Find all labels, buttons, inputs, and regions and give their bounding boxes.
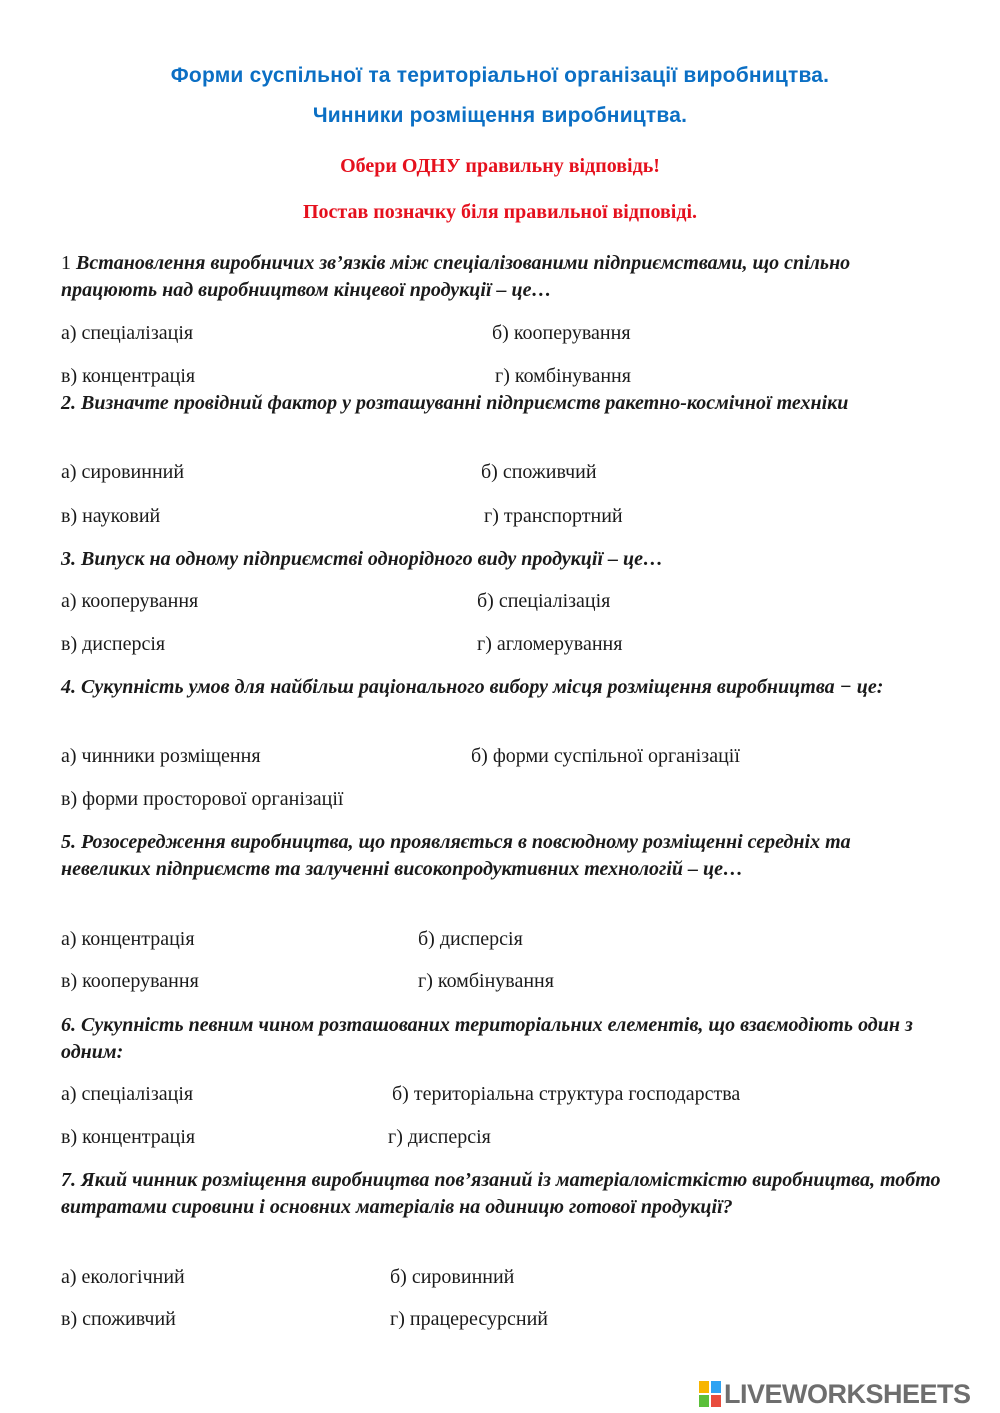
question-7: 7. Який чинник розміщення виробництва пов’язаний із матеріаломісткістю виробництва, тобто витратами сировини і основних матеріалів на одиницю готової продукції? xyxy=(61,1169,941,1218)
q2-option-a[interactable]: а) сировинний xyxy=(61,461,185,483)
liveworksheets-logo-icon xyxy=(699,1381,721,1407)
q6-option-b[interactable]: б) територіальна структура господарства xyxy=(392,1083,741,1105)
q7-option-a[interactable]: а) екологічний xyxy=(61,1266,185,1288)
q4-option-a[interactable]: а) чинники розміщення xyxy=(61,745,261,767)
q6-option-v[interactable]: в) концентрація xyxy=(61,1126,196,1148)
q2-option-v[interactable]: в) науковий xyxy=(61,505,161,527)
question-4: 4. Сукупність умов для найбільш раціонального вибору місця розміщення виробництва − це: xyxy=(61,676,884,698)
q2-option-b[interactable]: б) споживчий xyxy=(481,461,597,483)
q6-option-a[interactable]: а) спеціалізація xyxy=(61,1083,194,1105)
q3-option-b[interactable]: б) спеціалізація xyxy=(477,590,611,612)
question-1-number: 1 xyxy=(61,252,71,274)
question-6: 6. Сукупність певним чином розташованих територіальних елементів, що взаємодіють один з одним: xyxy=(61,1014,913,1063)
title-line-1: Форми суспільної та територіальної організації виробництва. xyxy=(170,64,830,87)
question-5: 5. Розосередження виробництва, що проявляється в повсюдному розміщенні середніх та невеликих підприємств та залученні високопродуктивних технологій – це… xyxy=(61,831,851,880)
q3-option-v[interactable]: в) дисперсія xyxy=(61,633,166,655)
q5-option-g[interactable]: г) комбінування xyxy=(418,970,554,992)
q4-option-b[interactable]: б) форми суспільної організації xyxy=(471,745,740,767)
q3-option-g[interactable]: г) агломерування xyxy=(477,633,623,655)
q1-option-g[interactable]: г) комбінування xyxy=(495,365,631,387)
liveworksheets-logo-text: LIVEWORKSHEETS xyxy=(724,1379,971,1409)
q1-option-v[interactable]: в) концентрація xyxy=(61,365,196,387)
question-1-text: Встановлення виробничих зв’язків між спеціалізованими підприємствами, що спільно працюють над виробництвом кінцевої продукції – це… xyxy=(61,252,851,301)
title-line-2: Чинники розміщення виробництва. xyxy=(312,104,688,127)
q1-option-b[interactable]: б) кооперування xyxy=(492,322,631,344)
q2-option-g[interactable]: г) транспортний xyxy=(484,505,623,527)
q5-option-a[interactable]: а) концентрація xyxy=(61,928,195,950)
q7-option-b[interactable]: б) сировинний xyxy=(390,1266,515,1288)
q6-option-g[interactable]: г) дисперсія xyxy=(388,1126,491,1148)
q3-option-a[interactable]: а) кооперування xyxy=(61,590,199,612)
instruction-mark-answer: Постав позначку біля правильної відповіді. xyxy=(302,201,698,223)
q7-option-v[interactable]: в) споживчий xyxy=(61,1308,176,1330)
question-3: 3. Випуск на одному підприємстві однорідного виду продукції – це… xyxy=(61,548,664,570)
q5-option-v[interactable]: в) кооперування xyxy=(61,970,199,992)
q1-option-a[interactable]: а) спеціалізація xyxy=(61,322,194,344)
liveworksheets-logo xyxy=(699,1379,971,1409)
question-1 xyxy=(61,250,941,304)
q4-option-v[interactable]: в) форми просторової організації xyxy=(61,788,344,810)
question-2: 2. Визначте провідний фактор у розташуванні підприємств ракетно-космічної техніки xyxy=(61,392,849,414)
q5-option-b[interactable]: б) дисперсія xyxy=(418,928,523,950)
q7-option-g[interactable]: г) працересурсний xyxy=(390,1308,548,1330)
instruction-one-answer: Обери ОДНУ правильну відповідь! xyxy=(340,155,660,177)
